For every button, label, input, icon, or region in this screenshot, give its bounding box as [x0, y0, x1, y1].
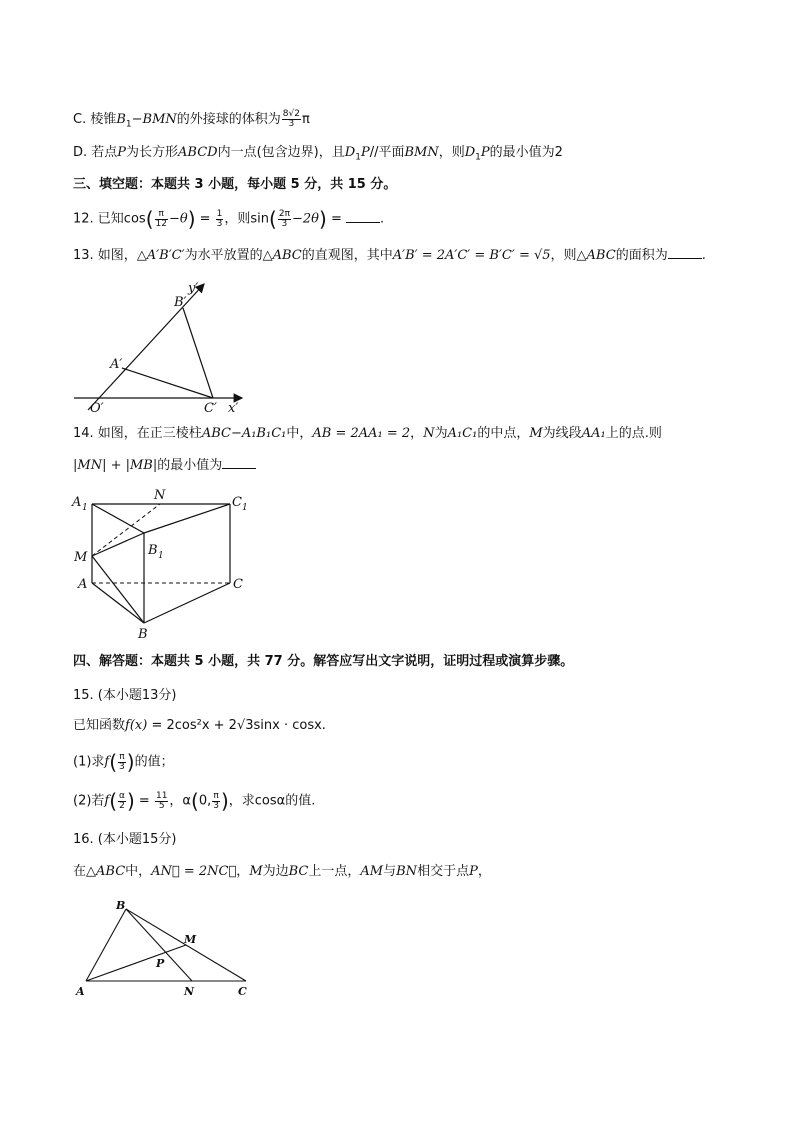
answer-blank	[346, 210, 380, 223]
fraction: $\frac{8√2}{3}$	[282, 109, 300, 129]
figure-14-prism	[70, 486, 260, 646]
svg-text:M: M	[74, 550, 88, 565]
edge-bc	[183, 308, 213, 398]
svg-text:B: B	[116, 899, 126, 912]
svg-text:C: C	[238, 985, 247, 998]
svg-text:1: 1	[242, 503, 248, 513]
edge-ac	[122, 368, 213, 398]
section-3-heading: 三、填空题：本题共 3 小题，每小题 5 分，共 15 分。	[73, 177, 397, 192]
question-15-part1: (1)求f( $\frac{\pi}{3}$ )的值；	[73, 750, 174, 774]
answer-blank	[222, 456, 256, 469]
question-15-part2: (2)若f( $\frac{\alpha}{2}$ ) = $\frac{11}{5}$ ，α(0, $\frac{\pi}{3}$ )，求cosα的值.	[73, 789, 316, 813]
question-12: 12. 已知cos( $\frac{\pi}{12}$ −θ) = $\frac{1}{3}$ ，则sin( $\frac{2\pi}{3}$ −2θ) = .	[73, 207, 385, 231]
figure-16-triangle	[70, 895, 260, 1005]
question-15-function: 已知函数f(x) = 2cos²x + 2√3sinx · cosx.	[73, 718, 326, 733]
label-y-axis: y′	[188, 281, 199, 296]
svg-text:1: 1	[82, 503, 88, 513]
question-14-line2: |MN| + |MB|的最小值为	[73, 456, 256, 476]
question-16-heading: 16. (本小题15分)	[73, 832, 177, 847]
question-13: 13. 如图，△A′B′C′为水平放置的△ABC的直观图，其中A′B′ = 2A′C′ = B′C′ = √5，则△ABC的面积为 .	[73, 248, 706, 263]
label-x-axis: x′	[228, 401, 239, 416]
svg-text:B: B	[138, 627, 148, 642]
svg-text:A: A	[78, 577, 88, 592]
label-b: B′	[174, 295, 187, 310]
svg-text:B: B	[148, 543, 158, 558]
label-o: O′	[90, 401, 104, 416]
svg-text:C: C	[232, 495, 242, 510]
question-15-heading: 15. (本小题13分)	[73, 688, 177, 703]
option-c: C. 棱锥$B_1-BMN$的外接球的体积为 $\frac{8√2}{3}$ π	[73, 109, 310, 130]
svg-text:A: A	[76, 985, 85, 998]
question-16-text: 在△ABC中，AN⃗ = 2NC⃗，M为边BC上一点，AM与BN相交于点P，	[73, 864, 491, 879]
option-d: D. 若点P为长方形ABCD内一点(包含边界)，且$D_1P//$平面BMN，则$D_1P$的最小值为2	[73, 145, 563, 163]
answer-blank	[668, 246, 702, 259]
section-4-heading: 四、解答题：本题共 5 小题，共 77 分。解答应写出文字说明，证明过程或演算步骤。	[73, 654, 574, 669]
label-c: C′	[204, 401, 217, 416]
svg-text:1: 1	[158, 551, 164, 561]
y-axis-line	[88, 284, 204, 410]
svg-text:M: M	[184, 933, 197, 946]
svg-text:N: N	[154, 488, 166, 503]
svg-text:P: P	[156, 957, 165, 970]
label-a: A′	[110, 357, 123, 372]
question-14: 14. 如图，在正三棱柱ABC−A₁B₁C₁中，AB = 2AA₁ = 2，N为A₁C₁的中点，M为线段AA₁上的点.则	[73, 426, 662, 441]
svg-text:N: N	[184, 985, 195, 998]
svg-text:A: A	[72, 495, 82, 510]
svg-text:C: C	[233, 577, 243, 592]
figure-13-oblique-triangle	[70, 278, 250, 418]
